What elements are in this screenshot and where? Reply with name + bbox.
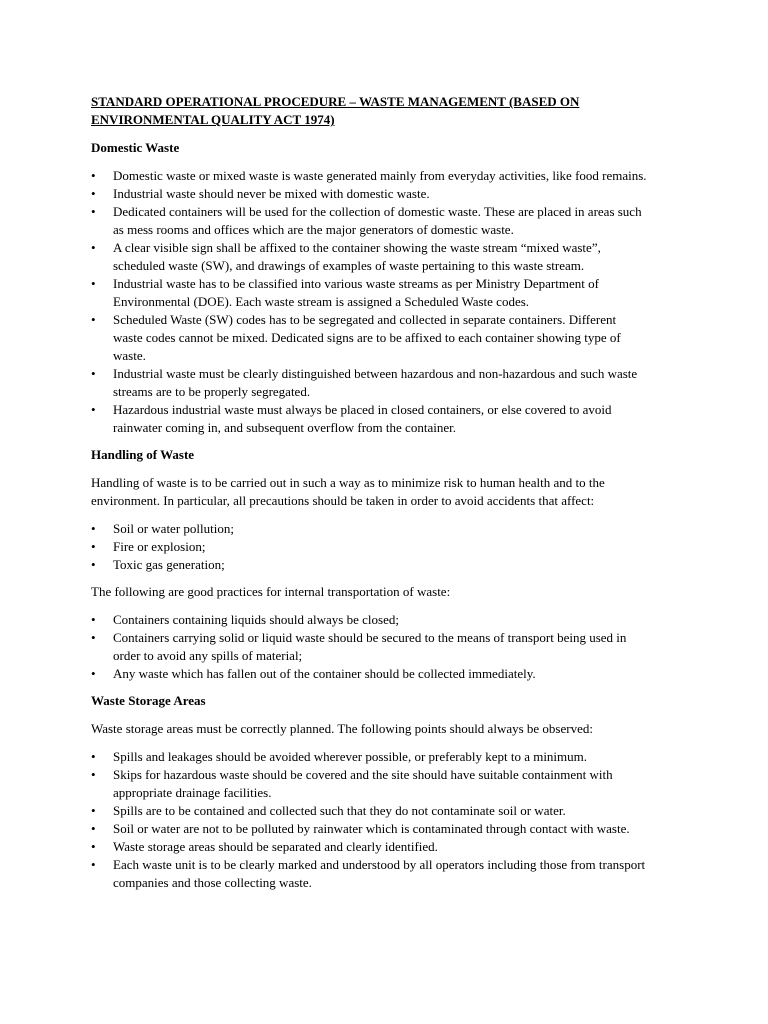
list-item: • Industrial waste has to be classified into various waste streams as per Ministry Department of Environmental (DOE). Each waste stream is assigned a Scheduled Waste codes.: [91, 275, 648, 311]
list-item: • Domestic waste or mixed waste is waste generated mainly from everyday activities, like food remains.: [91, 167, 648, 185]
list-item: • Fire or explosion;: [91, 538, 648, 556]
list-item: • Containers carrying solid or liquid waste should be secured to the means of transport being used in order to avoid any spills of material;: [91, 629, 648, 665]
domestic-waste-list: [91, 167, 648, 437]
storage-intro-paragraph: Waste storage areas must be correctly planned. The following points should always be observed:: [91, 721, 593, 736]
list-item: • Containers containing liquids should always be closed;: [91, 611, 648, 629]
transport-practices-list: [91, 611, 648, 683]
list-item: • Scheduled Waste (SW) codes has to be segregated and collected in separate containers. Different waste codes cannot be mixed. Dedicated signs are to be affixed to each container showing type of waste.: [91, 311, 648, 365]
list-item: • Skips for hazardous waste should be covered and the site should have suitable containment with appropriate drainage facilities.: [91, 766, 648, 802]
list-item: • Any waste which has fallen out of the container should be collected immediately.: [91, 665, 648, 683]
list-item: • Spills and leakages should be avoided wherever possible, or preferably kept to a minimum.: [91, 748, 648, 766]
list-item: • Soil or water are not to be polluted by rainwater which is contaminated through contact with waste.: [91, 820, 648, 838]
list-item: • Spills are to be contained and collected such that they do not contaminate soil or water.: [91, 802, 648, 820]
list-item: • Dedicated containers will be used for the collection of domestic waste. These are placed in areas such as mess rooms and offices which are the major generators of domestic waste.: [91, 203, 648, 239]
list-item: • Each waste unit is to be clearly marked and understood by all operators including those from transport companies and those collecting waste.: [91, 856, 648, 892]
waste-storage-areas-heading: Waste Storage Areas: [91, 693, 206, 708]
domestic-waste-heading: Domestic Waste: [91, 140, 180, 155]
list-item: • Toxic gas generation;: [91, 556, 648, 574]
handling-of-waste-heading: Handling of Waste: [91, 447, 195, 462]
handling-risks-list: [91, 520, 648, 574]
list-item: • Hazardous industrial waste must always be placed in closed containers, or else covered to avoid rainwater coming in, and subsequent overflow from the container.: [91, 401, 648, 437]
handling-intro-paragraph: Handling of waste is to be carried out in such a way as to minimize risk to human health and to the environment. In particular, all precautions should be taken in order to avoid accidents that affect:: [91, 475, 605, 508]
list-item: • Waste storage areas should be separated and clearly identified.: [91, 838, 648, 856]
storage-rules-list: [91, 748, 648, 892]
list-item: • Soil or water pollution;: [91, 520, 648, 538]
list-item: • A clear visible sign shall be affixed to the container showing the waste stream “mixed waste”, scheduled waste (SW), and drawings of examples of waste pertaining to this waste stream.: [91, 239, 648, 275]
list-item: • Industrial waste must be clearly distinguished between hazardous and non-hazardous and such waste streams are to be properly segregated.: [91, 365, 648, 401]
transport-practices-paragraph: The following are good practices for internal transportation of waste:: [91, 584, 451, 599]
list-item: • Industrial waste should never be mixed with domestic waste.: [91, 185, 648, 203]
document-title: STANDARD OPERATIONAL PROCEDURE – WASTE MANAGEMENT (BASED ON ENVIRONMENTAL QUALITY ACT 1974): [91, 94, 580, 127]
